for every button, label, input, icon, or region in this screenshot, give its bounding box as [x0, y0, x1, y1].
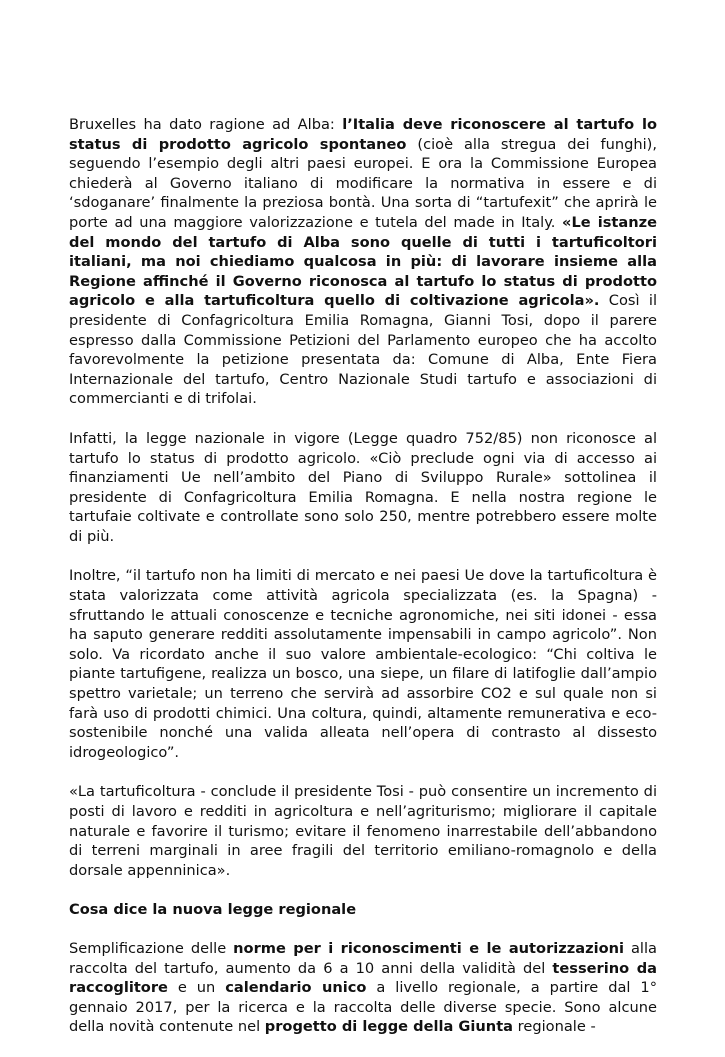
text-run: a livello regionale, a partire dal 1° gennaio 2017, per la ricerca e la raccolta delle diverse specie. Sono alcune della novità contenute nel	[69, 979, 657, 1036]
text-run: Infatti, la legge nazionale in vigore (Legge quadro 752/85) non riconosce al tartufo lo status di prodotto agricolo. «Ciò preclude ogni via di accesso ai finanziamenti Ue nell’ambito del Piano di Sviluppo Rurale» sottolinea il presidente di Confagricoltura Emilia Romagna. E nella nostra regione le tartufaie coltivate e controllate sono solo 250, mentre potrebbero essere molte di più.	[69, 429, 657, 545]
text-run: Bruxelles ha dato ragione ad Alba:	[69, 116, 343, 133]
document-page	[69, 115, 657, 1057]
text-run: alla raccolta del tartufo, aumento da 6 a 10 anni della validità del	[69, 939, 657, 977]
bold-text-run: tesserino da raccoglitore	[69, 959, 657, 997]
section-heading: Cosa dice la nuova legge regionale	[69, 901, 357, 919]
paragraph-regional-law	[69, 939, 657, 1037]
bold-text-run: «Le istanze del mondo del tartufo di Alba sono quelle di tutti i tartuficoltori italiani, ma noi chiediamo qualcosa in più: di lavorare insieme alla Regione affinché il Governo riconosca al tartufo lo status di prodotto agricolo e alla tartuficoltura quello di coltivazione agricola».	[69, 213, 657, 310]
text-run: Così il presidente di Confagricoltura Emilia Romagna, Gianni Tosi, dopo il parere espresso dalla Commissione Petizioni del Parlamento europeo che ha accolto favorevolmente la petizione presentata da: Comune di Alba, Ente Fiera Internazionale del tartufo, Centro Nazionale Studi tartufo e associazioni di commercianti e di trifolai.	[69, 292, 657, 408]
bold-text-run: norme per i riconoscimenti e le autorizzazioni	[233, 939, 625, 957]
paragraph-tosi-quote	[69, 782, 657, 880]
paragraph-national-law	[69, 429, 657, 547]
bold-text-run: l’Italia deve riconoscere al tartufo lo status di prodotto agricolo spontaneo	[69, 116, 658, 153]
text-run: «La tartuficoltura - conclude il presidente Tosi - può consentire un incremento di posti di lavoro e redditi in agricoltura e nell’agriturismo; migliorare il capitale naturale e favorire il turismo; evitare il fenomeno inarrestabile dell’abbandono di terreni marginali in aree fragili del territorio emiliano-romagnolo e della dorsale appenninica».	[69, 783, 657, 879]
text-run: Semplificazione delle	[69, 939, 234, 957]
bold-text-run: progetto di legge della Giunta	[264, 1018, 514, 1036]
text-run: (cioè alla stregua dei funghi), seguendo l’esempio degli altri paesi europei. E ora la Commissione Europea chiederà al Governo italiano di modificare la normativa in essere e di ‘sdoganare’ finalmente la preziosa bontà. Una sorta di “tartufexit” che aprirà le porte ad una maggiore valorizzazione e tutela del made in Italy.	[69, 135, 657, 231]
text-run: regionale -	[513, 1018, 596, 1036]
paragraph-market	[69, 566, 657, 762]
bold-text-run: calendario unico	[225, 979, 367, 997]
text-run: Inoltre, “il tartufo non ha limiti di mercato e nei paesi Ue dove la tartuficoltura è stata valorizzata come attività agricola specializzata (es. la Spagna) - sfruttando le attuali conoscenze e tecniche agronomiche, nei siti idonei - essa ha saputo generare redditi assolutamente impensabili in campo agricolo”. Non solo. Va ricordato anche il suo valore ambientale-ecologico: “Chi coltiva le piante tartufigene, realizza un bosco, una siepe, un filare di latifoglie dall’ampio spettro varietale; un terreno che servirà ad assorbire CO2 e sul quale non si farà uso di prodotti chimici. Una coltura, quindi, altamente remunerativa e eco-sostenibile nonché una valida alleata nell’opera di contrasto al dissesto idrogeologico”.	[69, 567, 657, 761]
paragraph-intro	[69, 115, 657, 409]
text-run: e un	[167, 979, 226, 997]
